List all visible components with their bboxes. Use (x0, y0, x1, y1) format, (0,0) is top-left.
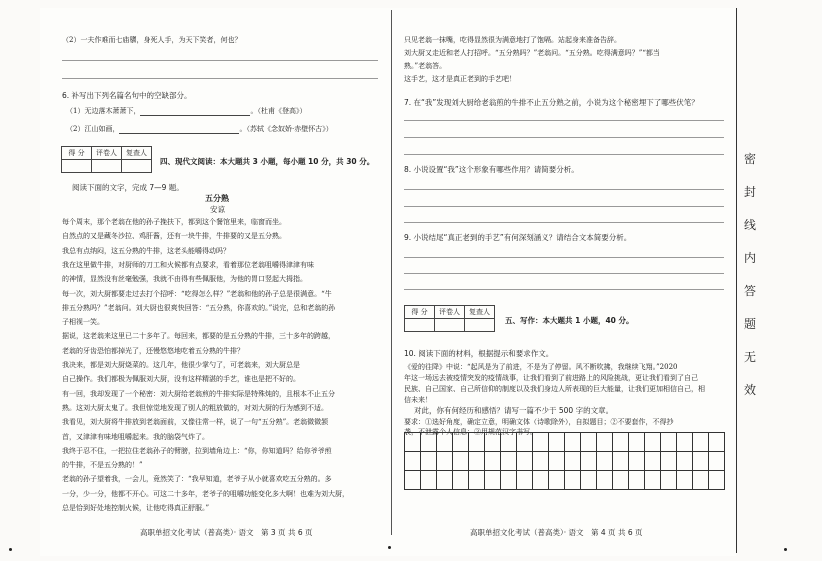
text-line: 刘大厨又走近和老人打招呼。“五分熟吗？”老翁问。“五分熟。吃得满意吗？”“都当 (404, 49, 660, 57)
score-header: 评卷人 (92, 147, 122, 160)
essay-cell[interactable] (581, 433, 597, 452)
page-footer-left: 高职单招文化考试（普高类）· 语文 第 3 页 共 6 页 (140, 528, 313, 537)
essay-cell[interactable] (629, 433, 645, 452)
essay-cell[interactable] (533, 471, 549, 490)
seal-char: 无 (744, 350, 757, 364)
essay-cell[interactable] (677, 452, 693, 471)
essay-cell[interactable] (581, 452, 597, 471)
seal-char: 线 (744, 218, 757, 232)
text-line: 信未来！ (404, 396, 432, 404)
score-header: 得 分 (62, 147, 92, 160)
section-5-heading: 五、写作：本大题共 1 小题，40 分。 (505, 316, 634, 325)
essay-cell[interactable] (597, 452, 613, 471)
writing-prompt: 对此，你有何经历和感悟？请写一篇不少于 500 字的文章。 (414, 406, 614, 415)
essay-cell[interactable] (421, 433, 437, 452)
essay-cell[interactable] (469, 452, 485, 471)
q10-text: 10. 阅读下面的材料，根据提示和要求作文。 (404, 349, 554, 358)
score-header: 评卷人 (435, 306, 465, 319)
score-header: 复查人 (122, 147, 152, 160)
text-line: 我总有点纳闷，这五分熟的牛排，这老头能嚼得动吗？ (62, 246, 230, 255)
essay-cell[interactable] (517, 471, 533, 490)
text-line: 要求：①选好角度，确定立意，明确文体（诗歌除外），自拟题目；②不要套作，不得抄 (404, 418, 674, 426)
essay-cell[interactable] (645, 471, 661, 490)
text-line: 熟。”老翁答。 (404, 62, 447, 70)
essay-grid[interactable] (404, 432, 725, 490)
essay-cell[interactable] (405, 471, 421, 490)
answer-line (404, 154, 724, 155)
text-line: 只见老翁一抹嘴，吃得显然很为满意地打了饱嗝。站起身来准备告辞。 (404, 36, 621, 44)
answer-line (404, 137, 724, 138)
essay-cell[interactable] (613, 452, 629, 471)
q5-2-text: （2）一夫作难而七庙隳，身死人手，为天下笑者，何也？ (62, 36, 242, 44)
essay-cell[interactable] (581, 471, 597, 490)
essay-cell[interactable] (565, 471, 581, 490)
essay-cell[interactable] (517, 433, 533, 452)
text-line: 一分，少一分，他都不开心。可这二十多年，老爷子的咀嚼功能变化多大啊！也难为刘大厨， (62, 489, 349, 498)
essay-cell[interactable] (709, 471, 725, 490)
essay-cell[interactable] (565, 452, 581, 471)
essay-cell[interactable] (533, 433, 549, 452)
essay-cell[interactable] (485, 433, 501, 452)
answer-line (62, 60, 378, 61)
seal-char: 内 (744, 251, 757, 265)
essay-cell[interactable] (501, 452, 517, 471)
essay-cell[interactable] (613, 471, 629, 490)
section-4-heading: 四、现代文阅读：本大题共 3 小题，每小题 10 分，共 30 分。 (160, 157, 375, 166)
answer-line (404, 120, 724, 121)
answer-line (404, 222, 724, 223)
essay-cell[interactable] (661, 452, 677, 471)
essay-cell[interactable] (533, 452, 549, 471)
essay-cell[interactable] (501, 433, 517, 452)
text-line: 子相视一笑。 (62, 318, 104, 327)
text-line: 民族、自己国家、自己所信仰的制度以及我们身边人所表现的巨大能量，让我们更加相信自己，相 (404, 385, 705, 393)
essay-cell[interactable] (437, 452, 453, 471)
essay-cell[interactable] (613, 433, 629, 452)
essay-cell[interactable] (453, 471, 469, 490)
essay-cell[interactable] (421, 452, 437, 471)
seal-char: 答 (744, 284, 757, 298)
text-line: 每个周末，那个老翁在他的孙子挽扶下，都到这个餐馆里来，临窗而坐。 (62, 218, 286, 226)
text-line: 的牛排，不是五分熟的！” (62, 461, 143, 470)
text-line: 这手艺，这才是真正老到的手艺吧！ (404, 75, 516, 83)
score-box (61, 146, 152, 173)
text-line: 的神情，显然没有丝毫勉强，我就不由得有些佩服他，为他的胃口竖起大拇指。 (62, 275, 307, 284)
essay-cell[interactable] (437, 471, 453, 490)
answer-line (404, 189, 724, 190)
scan-mark (388, 546, 391, 549)
essay-cell[interactable] (693, 452, 709, 471)
text-line: 每一次，刘大厨都要走过去打个招呼：“吃得怎么样？”老翁和他的孙子总是很满意。“牛 (62, 289, 332, 298)
answer-line (404, 289, 724, 290)
answer-line (404, 273, 724, 274)
essay-cell[interactable] (437, 433, 453, 452)
text-line: 熟。这刘大厨太鬼了。我但惊觉地发现了别人的粗放做的，对刘大厨的行为感到不适。 (62, 403, 328, 412)
essay-cell[interactable] (709, 433, 725, 452)
seal-line-notice (738, 150, 766, 410)
essay-cell[interactable] (629, 452, 645, 471)
scan-mark (9, 548, 12, 551)
essay-cell[interactable] (693, 433, 709, 452)
essay-cell[interactable] (565, 433, 581, 452)
essay-cell[interactable] (485, 452, 501, 471)
essay-cell[interactable] (469, 433, 485, 452)
text-line: 自然点的又是藏冬沙拉、鸡肝酱，还有一块牛排，牛排要的又是五分熟。 (62, 232, 286, 241)
essay-cell[interactable] (405, 433, 421, 452)
column-divider (391, 10, 392, 535)
essay-cell[interactable] (549, 452, 565, 471)
q6-2: （2）江山如画， 。（苏轼《念奴娇·赤壁怀古》） (66, 125, 333, 133)
q9-text: 9. 小说结尾“真正老到的手艺”有何深刻涵义？请结合文本简要分析。 (404, 233, 632, 242)
answer-line (404, 206, 724, 207)
text-line: 总是恰到好处地控制火候，让他吃得真正舒服。” (62, 504, 210, 512)
q8-text: 8. 小说设置“我”这个形象有哪些作用？请简要分析。 (404, 165, 579, 174)
seal-char: 密 (744, 152, 757, 166)
seal-char: 封 (744, 185, 757, 199)
essay-cell[interactable] (709, 452, 725, 471)
text-line: 我在这里做牛排，对厨师的刀工和火候都有点要求，看着那位老翁咀嚼得津津有味 (62, 260, 314, 269)
essay-cell[interactable] (453, 433, 469, 452)
essay-cell[interactable] (421, 471, 437, 490)
score-box (404, 305, 495, 332)
story-title: 五分熟 (205, 194, 229, 203)
q6-1: （1）无边落木萧萧下， 。（杜甫《登高》） (66, 107, 307, 115)
essay-cell[interactable] (645, 452, 661, 471)
essay-cell[interactable] (405, 452, 421, 471)
scan-mark (784, 548, 787, 551)
text-line: 老翁的孙子望着我，一会儿，竟然笑了：“我早知道，老爷子从小就喜欢吃五分熟的。多 (62, 475, 332, 484)
essay-cell[interactable] (677, 471, 693, 490)
reading-prompt: 阅读下面的文字，完成 7—9 题。 (72, 183, 184, 192)
essay-cell[interactable] (677, 433, 693, 452)
text-line: 排五分熟吗？”老翁问。刘大厨也很爽快回答：“五分熟，你喜欢的。”说完，总和老翁的孙 (62, 303, 336, 312)
text-line: 有一回，我却发现了一个秘密：刘大厨给老翁煎的牛排实际是特殊炖的，且根本不止五分 (62, 389, 335, 398)
text-line: 我决来，都是刘大厨烧菜的。这几年，他很少掌勺了，可老翁来，刘大厨总是 (62, 361, 300, 369)
text-line: 《爱的往降》中说：“起风是为了前进，不是为了停留。风不断吹拂，我继续飞翔。”2020 (404, 363, 678, 371)
essay-cell[interactable] (485, 471, 501, 490)
answer-line (404, 257, 724, 258)
essay-cell[interactable] (549, 471, 565, 490)
text-line: 年这一场远去被疫情突发的疫情战事，让我们看到了前进路上的风险挑战，更让我们看到了自己 (404, 374, 698, 382)
essay-cell[interactable] (453, 452, 469, 471)
q7-text: 7. 在“我”发现刘大厨给老翁煎的牛排不止五分熟之前，小说为这个秘密埋下了哪些伏笔？ (404, 98, 699, 107)
seal-char: 效 (744, 383, 757, 397)
essay-cell[interactable] (517, 452, 533, 471)
answer-line (62, 78, 378, 79)
q6-text: 6. 补写出下列名篇名句中的空缺部分。 (62, 91, 192, 100)
text-line: 袭，不泄露个人信息；③用规范汉字书写。 (404, 428, 537, 436)
text-line: 我终于忍不住，一把拉住老翁孙子的臂膀，拉到墙角边上：“你，你知道吗？给你爷爷煎 (62, 446, 332, 455)
text-line: 老翁的牙齿恐怕都掉光了，还慢悠悠地吃着五分熟的牛排？ (62, 346, 244, 355)
essay-cell[interactable] (469, 471, 485, 490)
seal-char: 题 (744, 317, 757, 331)
story-author: 安谅 (210, 205, 225, 214)
page-footer-right: 高职单招文化考试（普高类）· 语文 第 4 页 共 6 页 (470, 528, 643, 537)
essay-cell[interactable] (629, 471, 645, 490)
score-header: 得 分 (405, 306, 435, 319)
essay-cell[interactable] (661, 433, 677, 452)
seal-edge-line (736, 8, 737, 553)
score-header: 复查人 (465, 306, 495, 319)
text-line: 首，又津津有味地咀嚼起来。我的脑袋气炸了。 (62, 432, 209, 441)
essay-cell[interactable] (597, 471, 613, 490)
essay-cell[interactable] (549, 433, 565, 452)
text-line: 自己操作。我们都极为佩服刘大厨，没有这样精湛的手艺，谁也是把不好的。 (62, 375, 300, 384)
essay-cell[interactable] (597, 433, 613, 452)
essay-cell[interactable] (693, 471, 709, 490)
essay-cell[interactable] (661, 471, 677, 490)
text-line: 据说，这老翁来这里已二十多年了。每回来，都要的是五分熟的牛排，三十多年的跨越， (62, 332, 335, 341)
essay-cell[interactable] (645, 433, 661, 452)
essay-cell[interactable] (501, 471, 517, 490)
text-line: 我看见，刘大厨将牛排放到老翁面前，又像往常一样，说了一句“五分熟”。老翁微微颔 (62, 418, 329, 427)
